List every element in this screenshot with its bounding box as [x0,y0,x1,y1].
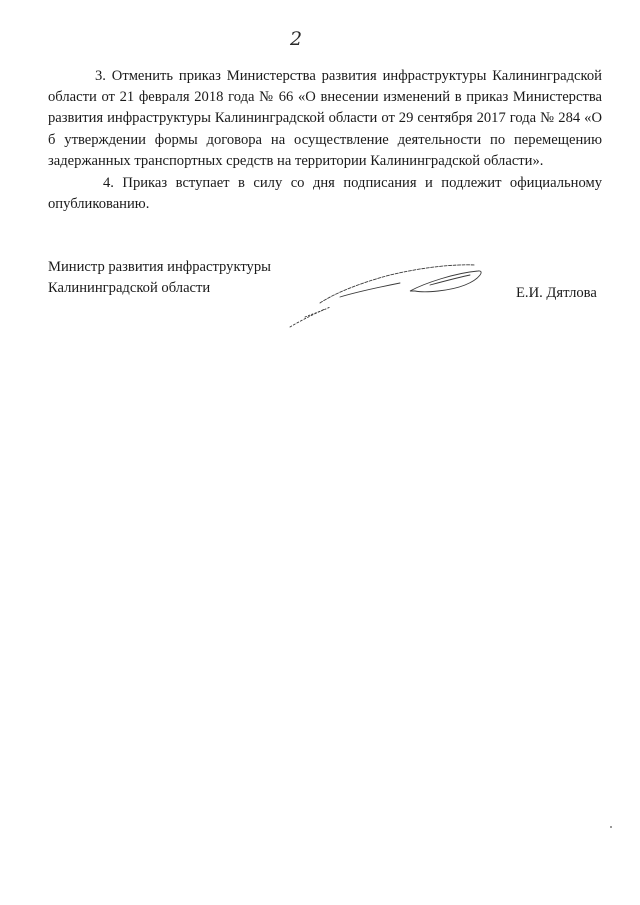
scan-artifact-dot [610,826,612,828]
handwritten-signature [280,255,500,335]
paragraph-3: 3. Отменить приказ Министерства развития инфраструктуры Калининградской области от 21 февраля 2018 года № 66 «О внесении изменений в приказ Министерства развития инфраструктуры Калининградской области от 29 сентября 2017 года № 284 «О б утверждении формы договора на осуществление деятельности по перемещению задержанных транспортных средств на территории Калининградской области». [48,68,602,169]
signature-title [48,257,271,299]
page-number: 2 [290,28,303,50]
signature-title-line-2: Калининградской области [48,280,211,296]
signature-title-line-1: Министр развития инфраструктуры [48,259,271,275]
signature-name: Е.И. Дятлова [516,285,597,301]
paragraph-4: 4. Приказ вступает в силу со дня подписания и подлежит официальному опубликованию. [48,175,602,213]
